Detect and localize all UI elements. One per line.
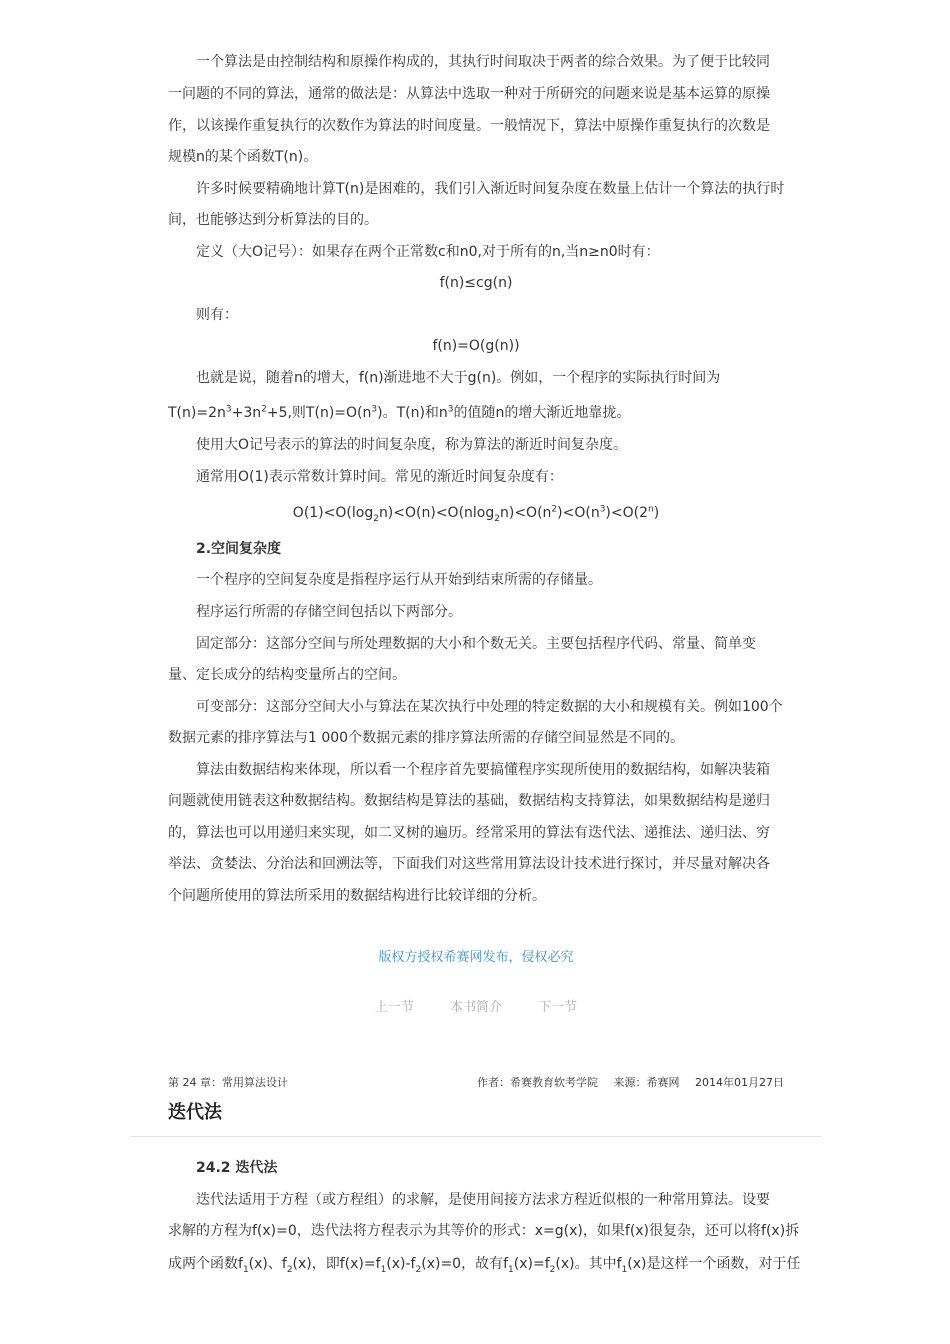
source-label: 来源：希赛网 (613, 1076, 680, 1089)
iter-line-1: 迭代法适用于方程（或方程组）的求解，是使用间接方法求方程近似根的一种常用算法。设要 (196, 1192, 770, 1208)
section-title: 迭代法 (168, 1102, 222, 1123)
asymptotic-line-1: 许多时候要精确地计算T(n)是困难的，我们引入渐近时间复杂度在数量上估计一个算法的执行时 (196, 181, 785, 197)
ds-line-5: 个问题所使用的算法所采用的数据结构进行比较详细的分析。 (168, 888, 546, 904)
ds-line-1: 算法由数据结构来体现，所以看一个程序首先要搞懂程序实现所使用的数据结构，如解决装箱 (196, 762, 770, 778)
variable-line-1: 可变部分：这部分空间大小与算法在某次执行中处理的特定数据的大小和规模有关。例如100个 (196, 699, 783, 715)
ds-line-3: 的，算法也可以用递归来实现，如二叉树的遍历。经常采用的算法有迭代法、递推法、递归法、穷 (168, 825, 770, 841)
example-line-1: 也就是说，随着n的增大，f(n)渐进地不大于g(n)。例如，一个程序的实际执行时间为 (196, 370, 721, 386)
date-label: 2014年01月27日 (695, 1076, 784, 1089)
pager (168, 996, 784, 1015)
meta-info (465, 1074, 784, 1090)
ds-line-4: 举法、贪婪法、分治法和回溯法等，下面我们对这些常用算法设计技术进行探讨，并尽量对解决各 (168, 856, 770, 872)
big-o-para: 使用大O记号表示的算法的时间复杂度，称为算法的渐近时间复杂度。 (196, 437, 628, 453)
formula-1: f(n)≤cg(n) (439, 275, 513, 291)
prev-section-link[interactable]: 上一节 (374, 1000, 414, 1015)
complexity-formula: $O(1)<O(\log_2n)<O(n)<O(nlog_2n)<O(n^2)<O(n^3)<O(2^n)$ (292, 504, 660, 524)
space-def: 一个程序的空间复杂度是指程序运行从开始到结束所需的存储量。 (196, 572, 602, 588)
author-label: 作者：希赛教育软考学院 (477, 1076, 598, 1089)
asymptotic-line-2: 间，也能够达到分析算法的目的。 (168, 212, 378, 228)
then-label: 则有： (196, 307, 238, 323)
chapter-label: 第 24 章：常用算法设计 (168, 1076, 288, 1089)
copyright-notice[interactable]: 版权方授权希赛网发布，侵权必究 (378, 950, 574, 965)
section-divider (130, 1136, 822, 1137)
book-intro-link[interactable]: 本书简介 (449, 1000, 502, 1015)
intro-line-1: 一个算法是由控制结构和原操作构成的，其执行时间取决于两者的综合效果。为了便于比较同 (196, 54, 770, 70)
definition-text: 定义（大O记号）：如果存在两个正常数c和n0,对于所有的n,当n≥n0时有： (196, 244, 660, 260)
intro-line-4: 规模n的某个函数T(n)。 (168, 149, 318, 165)
example-line-2: $T(n)=2n^3+3n^2+5$,则$T(n)=O(n^3)$。T(n)和$n^3$的值随n的增大渐近地靠拢。 (168, 404, 631, 421)
ds-line-2: 问题就使用链表这种数据结构。数据结构是算法的基础，数据结构支持算法，如果数据结构是递归 (168, 793, 770, 809)
intro-line-3: 作，以该操作重复执行的次数作为算法的时间度量。一般情况下，算法中原操作重复执行的次数是 (168, 118, 770, 134)
formula-2: f(n)=O(g(n)) (432, 338, 520, 354)
space-parts: 程序运行所需的存储空间包括以下两部分。 (196, 604, 462, 620)
common-para: 通常用O(1)表示常数计算时间。常见的渐近时间复杂度有： (196, 469, 563, 485)
fixed-line-1: 固定部分：这部分空间与所处理数据的大小和个数无关。主要包括程序代码、常量、简单变 (196, 636, 756, 652)
next-section-link[interactable]: 下一节 (538, 1000, 578, 1015)
fixed-line-2: 量、定长成分的结构变量所占的空间。 (168, 667, 406, 683)
variable-line-2: 数据元素的排序算法与1 000个数据元素的排序算法所需的存储空间显然是不同的。 (168, 730, 685, 746)
iter-line-3: 成两个函数$f_1(x)$、$f_2(x)$，即$f(x)=f_1(x)-f_2(x)=0$，故有$f_1(x)=f_2(x)$。其中$f_1(x)$是这样一个函数，对于任 (168, 1256, 801, 1275)
iter-heading: 24.2 迭代法 (196, 1160, 278, 1176)
iter-line-2: 求解的方程为f(x)=0，迭代法将方程表示为其等价的形式：x=g(x)，如果f(x)很复杂，还可以将f(x)拆 (168, 1223, 800, 1239)
space-heading: 2.空间复杂度 (196, 541, 282, 557)
article-meta (168, 1074, 784, 1090)
intro-line-2: 一问题的不同的算法，通常的做法是：从算法中选取一种对于所研究的问题来说是基本运算的原操 (168, 86, 770, 102)
